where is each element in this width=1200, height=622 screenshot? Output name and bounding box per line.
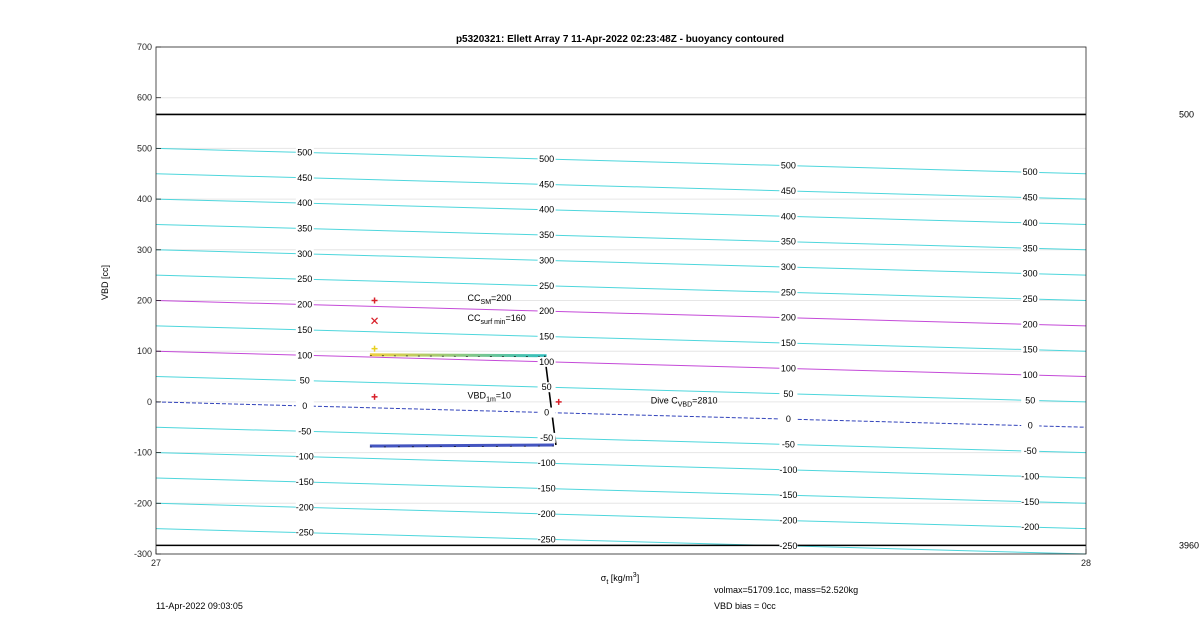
limit-label: 3960: [1179, 540, 1200, 551]
contour-label: -250: [295, 527, 314, 538]
contour-line: [156, 351, 1086, 376]
y-axis-label: VBD [cc]: [100, 264, 110, 300]
contour-label: -250: [537, 534, 556, 545]
contour-line: [156, 402, 1086, 427]
contour-line: [156, 377, 1086, 402]
contour-label: -50: [298, 426, 312, 437]
y-tick-label: 200: [136, 295, 152, 306]
annotation-sub: SM: [480, 298, 492, 306]
contour-label: 300: [297, 248, 313, 259]
contour-label: 350: [539, 230, 555, 241]
contour-label: -150: [779, 490, 798, 501]
contour-line: [156, 199, 1086, 224]
contour-label: 400: [1022, 217, 1038, 228]
x-axis-label-symbol: σ: [600, 573, 607, 583]
annotation: [468, 293, 512, 306]
contour-label: 300: [780, 262, 796, 273]
y-tick-label: -200: [133, 498, 152, 509]
x-axis-label-unit: [kg/m: [608, 573, 633, 583]
contour-label: 0: [302, 400, 308, 411]
contour-labels: [296, 147, 1039, 550]
contour-label: 500: [780, 160, 796, 171]
contour-line: [156, 275, 1086, 300]
annotation: [651, 395, 718, 408]
contour-label: -50: [1023, 446, 1037, 457]
contour-label: 350: [780, 236, 796, 247]
contour-label: 450: [297, 172, 313, 183]
contour-label: 150: [297, 324, 313, 335]
contour-label: 500: [297, 147, 313, 158]
contour-line: [156, 224, 1086, 249]
contour-label: 50: [783, 388, 794, 399]
annotation-value: =2810: [692, 395, 718, 406]
contour-label: 100: [1022, 370, 1038, 381]
annotation-value: =200: [491, 292, 512, 303]
contour-label: -150: [1021, 496, 1040, 507]
dive-path: [370, 355, 556, 447]
annotation-base: CC: [467, 313, 481, 324]
x-axis-label: [580, 572, 660, 586]
y-tick-label: 500: [136, 143, 152, 154]
x-tick-label: 28: [1080, 558, 1092, 568]
y-tick-label: 300: [136, 244, 152, 255]
annotation-sub: VBD: [677, 401, 693, 409]
contour-label: 100: [297, 350, 313, 361]
y-tick-label: 700: [136, 42, 152, 52]
contour-label: 400: [780, 211, 796, 222]
y-tick-label: 400: [136, 194, 152, 205]
contour-label: -100: [779, 464, 798, 475]
contour-label: 350: [297, 223, 313, 234]
annotation-base: VBD: [467, 390, 487, 401]
contour-label: -100: [537, 458, 556, 469]
footer-bias: VBD bias = 0cc: [714, 601, 776, 611]
y-tick-label: 100: [136, 346, 152, 357]
contour-label: 500: [1022, 167, 1038, 178]
contour-label: -200: [1021, 522, 1040, 533]
limit-label: 500: [1179, 109, 1195, 120]
contour-label: -200: [295, 502, 314, 513]
contour-label: 400: [297, 198, 313, 209]
annotation: [468, 313, 526, 326]
x-axis-label-sub: t: [606, 578, 609, 586]
contour-label: 450: [1022, 192, 1038, 203]
contour-label: 350: [1022, 243, 1038, 254]
contour-label: 150: [539, 331, 555, 342]
contour-label: 0: [785, 414, 791, 425]
contour-label: 50: [1025, 395, 1036, 406]
dive-path-connector: [545, 356, 556, 445]
annotation: [468, 390, 512, 403]
contour-label: 250: [780, 287, 796, 298]
contour-label: -50: [781, 439, 795, 450]
y-tick-label: -100: [133, 447, 152, 458]
x-axis-label-close: ]: [636, 573, 640, 583]
contour-label: -100: [1021, 471, 1040, 482]
contour-label: 200: [780, 312, 796, 323]
contour-label: 500: [539, 154, 555, 165]
contour-label: 250: [297, 274, 313, 285]
contour-label: -200: [537, 508, 556, 519]
contour-label: 50: [299, 375, 310, 386]
contour-label: -50: [540, 432, 554, 443]
x-tick-label: 27: [150, 558, 162, 568]
contour-label: 150: [780, 338, 796, 349]
dive-path-lower: [370, 445, 554, 446]
contour-label: 300: [1022, 268, 1038, 279]
contour-line: [156, 148, 1086, 173]
footer-volmax: volmax=51709.1cc, mass=52.520kg: [714, 585, 859, 595]
contour-label: 150: [1022, 344, 1038, 355]
annotation-sub: surf min: [480, 319, 506, 327]
y-tick-label: 0: [146, 396, 152, 407]
contour-label: -200: [779, 515, 798, 526]
x-axis-label-sup: 3: [632, 572, 637, 579]
contour-label: 200: [539, 306, 555, 317]
annotation-base: Dive C: [650, 395, 678, 406]
chart-title: p5320321: Ellett Array 7 11-Apr-2022 02:23:48Z - buoyancy contoured: [455, 34, 785, 45]
contour-label: 100: [539, 356, 555, 367]
contour-label: -100: [295, 451, 314, 462]
contour-label: 100: [780, 363, 796, 374]
y-tick-label: 600: [136, 92, 152, 103]
contour-label: 250: [1022, 293, 1038, 304]
contour-label: 0: [1027, 420, 1033, 431]
footer-date: 11-Apr-2022 09:03:05: [156, 601, 243, 611]
annotation-value: =10: [495, 390, 512, 401]
contour-label: 50: [541, 382, 552, 393]
contour-line: [156, 174, 1086, 199]
contour-label: -250: [779, 540, 798, 551]
contour-label: 450: [539, 179, 555, 190]
contour-label: 400: [539, 204, 555, 215]
annotation-base: CC: [467, 292, 481, 303]
y-tick-label: -300: [133, 549, 152, 559]
contour-label: 0: [544, 407, 550, 418]
contour-label: 300: [539, 255, 555, 266]
contour-label: 250: [539, 280, 555, 291]
contour-label: 450: [780, 185, 796, 196]
contour-label: -150: [537, 483, 556, 494]
dive-path-upper: [370, 355, 547, 356]
annotation-sub: 1m: [486, 396, 496, 404]
axes: [134, 42, 1091, 568]
contour-label: -150: [295, 477, 314, 488]
contour-label: 200: [297, 299, 313, 310]
contour-line: [156, 250, 1086, 275]
contour-line: [156, 326, 1086, 351]
annotation-value: =160: [505, 313, 526, 324]
contour-label: 200: [1022, 319, 1038, 330]
contour-line: [156, 427, 1086, 452]
